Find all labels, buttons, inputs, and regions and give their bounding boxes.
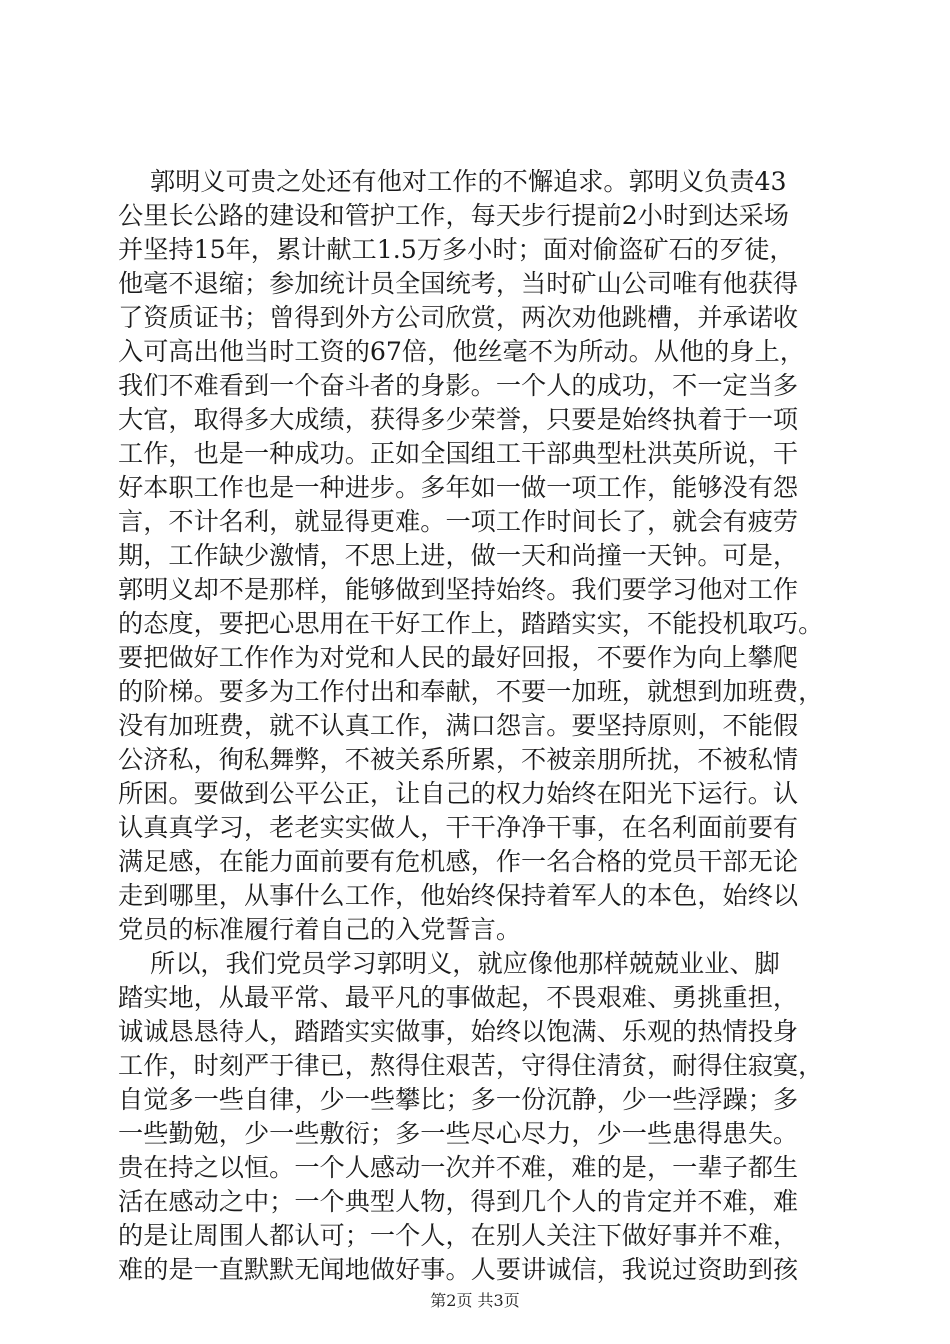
text-line: 郭明义可贵之处还有他对工作的不懈追求。郭明义负责43 [118, 167, 787, 196]
text-line: 的是让周围人都认可；一个人，在别人关注下做好事并不难， [118, 1221, 799, 1250]
text-line: 大官，取得多大成绩，获得多少荣誉，只要是始终执着于一项 [118, 405, 799, 434]
text-line: 公济私，徇私舞弊，不被关系所累，不被亲朋所扰，不被私情 [118, 745, 799, 774]
text-line: 诚诚恳恳待人，踏踏实实做事，始终以饱满、乐观的热情投身 [118, 1017, 799, 1046]
text-line: 走到哪里，从事什么工作，他始终保持着军人的本色，始终以 [118, 881, 799, 910]
text-line: 一些勤勉，少一些敷衍；多一些尽心尽力，少一些患得患失。 [118, 1119, 799, 1148]
text-line: 好本职工作也是一种进步。多年如一做一项工作，能够没有怨 [118, 473, 799, 502]
text-line: 入可高出他当时工资的67倍，他丝毫不为所动。从他的身上， [118, 337, 805, 366]
text-line: 并坚持15年，累计献工1.5万多小时；面对偷盗矿石的歹徒， [118, 235, 795, 264]
text-line: 难的是一直默默无闻地做好事。人要讲诚信，我说过资助到孩 [118, 1255, 799, 1284]
text-line: 的阶梯。要多为工作付出和奉献，不要一加班，就想到加班费， [118, 677, 824, 706]
text-line: 公里长公路的建设和管护工作，每天步行提前2小时到达采场 [118, 201, 789, 230]
text-line: 活在感动之中；一个典型人物，得到几个人的肯定并不难，难 [118, 1187, 799, 1216]
text-line: 认真真学习，老老实实做人，干干净净干事，在名利面前要有 [118, 813, 799, 842]
text-line: 要把做好工作作为对党和人民的最好回报，不要作为向上攀爬 [118, 643, 799, 672]
page-footer: 第2页 共3页 [430, 1291, 520, 1310]
text-line: 他毫不退缩；参加统计员全国统考，当时矿山公司唯有他获得 [118, 269, 799, 298]
text-line: 党员的标准履行着自己的入党誓言。 [118, 915, 521, 944]
text-line: 我们不难看到一个奋斗者的身影。一个人的成功，不一定当多 [118, 371, 799, 400]
text-line: 所困。要做到公平公正，让自己的权力始终在阳光下运行。认 [118, 779, 799, 808]
text-line: 的态度，要把心思用在干好工作上，踏踏实实，不能投机取巧。 [118, 609, 824, 638]
text-line: 工作，也是一种成功。正如全国组工干部典型杜洪英所说，干 [118, 439, 799, 468]
text-line: 满足感，在能力面前要有危机感，作一名合格的党员干部无论 [118, 847, 799, 876]
text-line: 了资质证书；曾得到外方公司欣赏，两次劝他跳槽，并承诺收 [118, 303, 799, 332]
text-line: 言，不计名利，就显得更难。一项工作时间长了，就会有疲劳 [118, 507, 799, 536]
text-line: 所以，我们党员学习郭明义，就应像他那样兢兢业业、脚 [118, 949, 780, 978]
text-line: 贵在持之以恒。一个人感动一次并不难，难的是，一辈子都生 [118, 1153, 799, 1182]
text-line: 踏实地，从最平常、最平凡的事做起，不畏艰难、勇挑重担， [118, 983, 799, 1012]
text-line: 工作，时刻严于律已，熬得住艰苦，守得住清贫，耐得住寂寞， [118, 1051, 824, 1080]
text-line: 自觉多一些自律，少一些攀比；多一份沉静，少一些浮躁；多 [118, 1085, 799, 1114]
text-line: 郭明义却不是那样，能够做到坚持始终。我们要学习他对工作 [118, 575, 799, 604]
text-line: 没有加班费，就不认真工作，满口怨言。要坚持原则，不能假 [118, 711, 799, 740]
text-line: 期，工作缺少激情，不思上进，做一天和尚撞一天钟。可是， [118, 541, 799, 570]
